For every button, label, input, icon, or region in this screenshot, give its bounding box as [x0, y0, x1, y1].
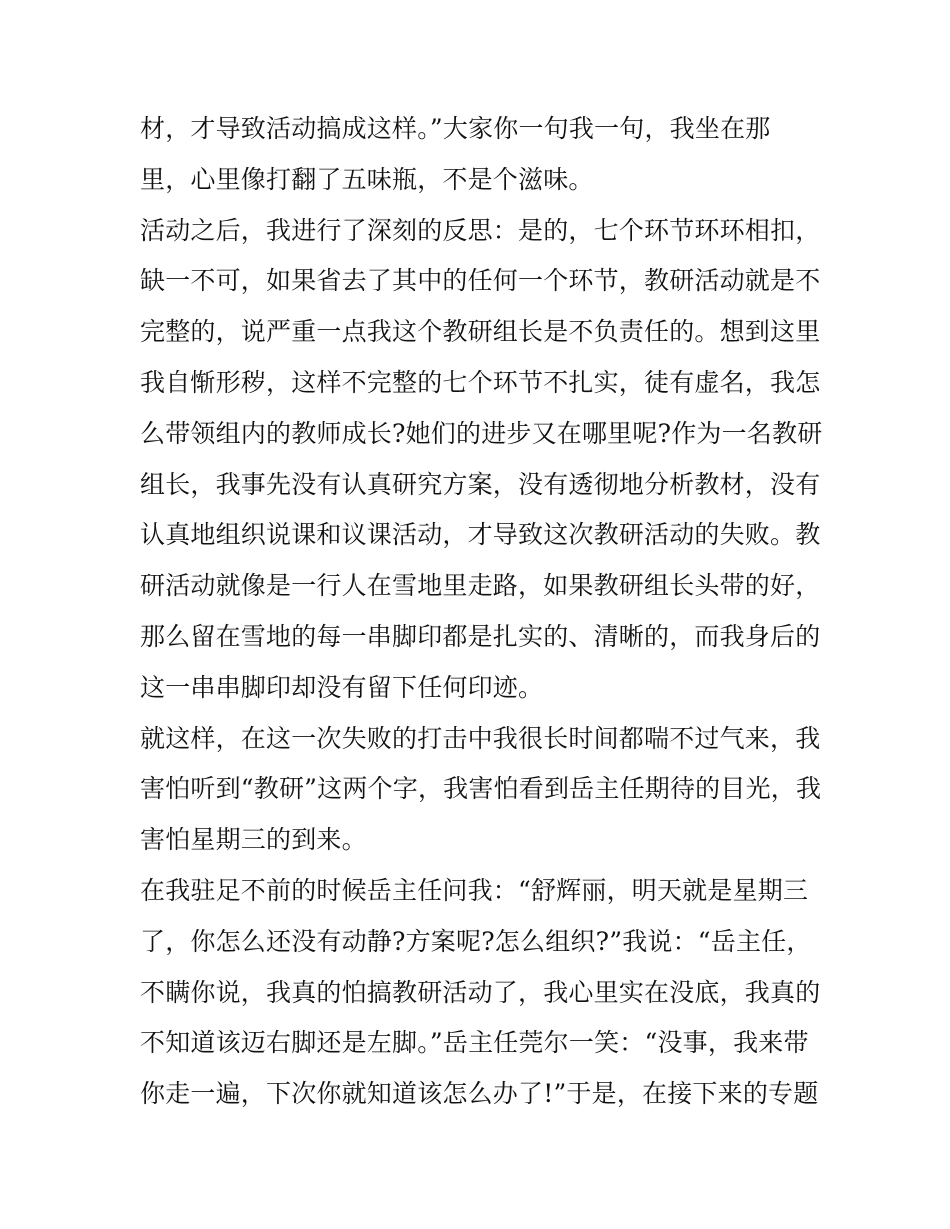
text-line: 你走一遍，下次你就知道该怎么办了!”于是，在接下来的专题 — [140, 1079, 819, 1109]
text-line: 了，你怎么还没有动静?方案呢?怎么组织?”我说：“岳主任， — [140, 926, 812, 956]
text-line: 那么留在雪地的每一串脚印都是扎实的、清晰的，而我身后的 — [140, 621, 821, 651]
text-line: 害怕听到“教研”这两个字，我害怕看到岳主任期待的目光，我 — [140, 774, 822, 804]
text-line: 就这样，在这一次失败的打击中我很长时间都喘不过气来，我 — [140, 723, 821, 753]
text-line: 害怕星期三的到来。 — [140, 825, 367, 855]
text-line: 研活动就像是一行人在雪地里走路，如果教研组长头带的好， — [140, 571, 821, 601]
text-line: 完整的，说严重一点我这个教研组长是不负责任的。想到这里 — [140, 317, 821, 347]
text-line: 组长，我事先没有认真研究方案，没有透彻地分析教材，没有 — [140, 469, 821, 499]
body-text — [140, 104, 823, 1120]
text-line: 么带领组内的教师成长?她们的进步又在哪里呢?作为一名教研 — [140, 418, 823, 448]
text-line: 在我驻足不前的时候岳主任问我：“舒辉丽，明天就是星期三 — [140, 875, 809, 905]
text-line: 材，才导致活动搞成这样。”大家你一句我一句，我坐在那 — [140, 114, 771, 143]
text-line: 里，心里像打翻了五味瓶，不是个滋味。 — [140, 164, 594, 194]
text-line: 这一串串脚印却没有留下任何印迹。 — [140, 672, 544, 702]
text-line: 不知道该迈右脚还是左脚。”岳主任莞尔一笑：“没事，我来带 — [140, 1028, 809, 1058]
text-line: 缺一不可，如果省去了其中的任何一个环节，教研活动就是不 — [140, 266, 821, 296]
text-line: 我自惭形秽，这样不完整的七个环节不扎实，徒有虚名，我怎 — [140, 367, 821, 397]
text-line: 不瞒你说，我真的怕搞教研活动了，我心里实在没底，我真的 — [140, 977, 821, 1007]
text-line: 活动之后，我进行了深刻的反思：是的，七个环节环环相扣， — [140, 215, 821, 245]
text-line: 认真地组织说课和议课活动，才导致这次教研活动的失败。教 — [140, 520, 821, 550]
